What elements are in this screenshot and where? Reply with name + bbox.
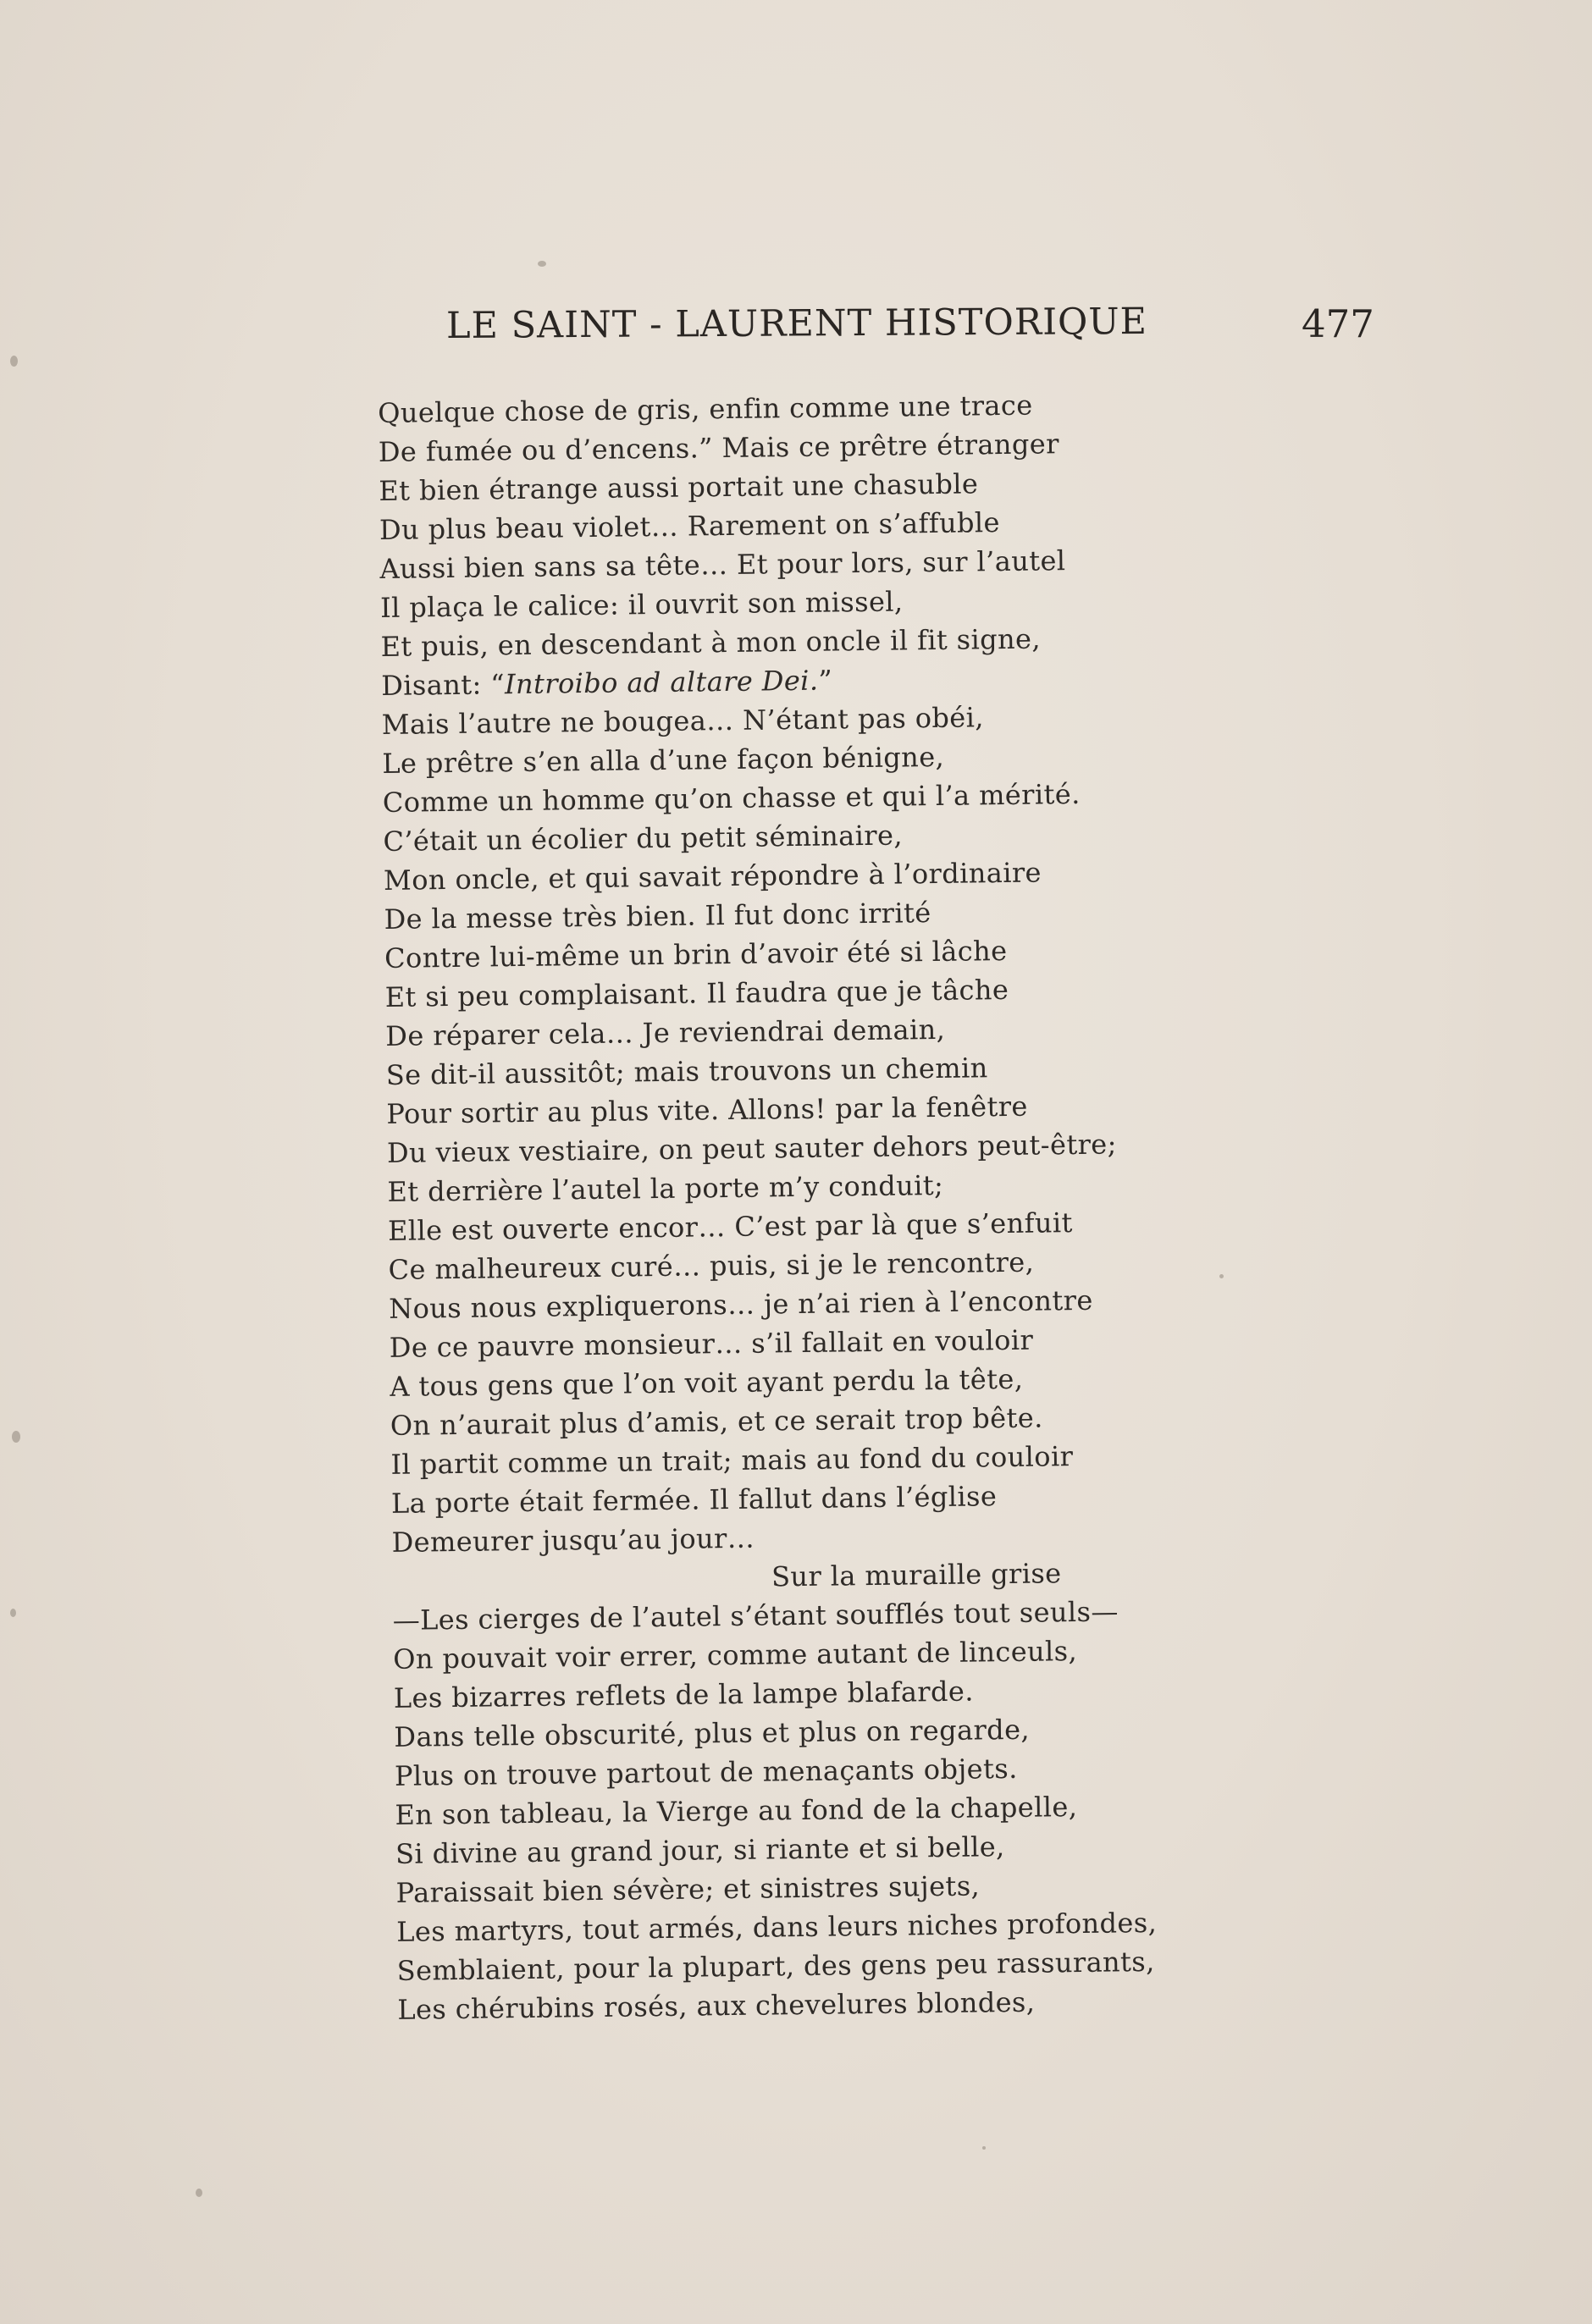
verse-line: Le prêtre s’en alla d’une façon bénigne,: [382, 740, 945, 780]
verse-line: A tous gens que l’on voit ayant perdu la tête,: [390, 1362, 1024, 1403]
verse-line: Du plus beau violet… Rarement on s’affuble: [379, 506, 1001, 546]
verse-line: Mais l’autre ne bougea… N’étant pas obéi,: [381, 701, 985, 741]
paper-speck: [12, 1431, 20, 1443]
verse-line: Plus on trouve partout de menaçants objets.: [394, 1752, 1018, 1792]
verse-line: Elle est ouverte encor… C’est par là que s’enfuit: [387, 1206, 1074, 1247]
poem-text: [378, 384, 1245, 2029]
verse-line: —Les cierges de l’autel s’étant soufflés tout seuls—: [392, 1595, 1119, 1637]
verse-line: De ce pauvre monsieur… s’il fallait en vouloir: [389, 1323, 1034, 1364]
verse-line: Ce malheureux curé… puis, si je le rencontre,: [388, 1245, 1035, 1286]
verse-line: Les chérubins rosés, aux chevelures blondes,: [397, 1985, 1036, 2026]
verse-line: Nous nous expliquerons… je n’ai rien à l’encontre: [388, 1283, 1093, 1325]
verse-line: Du vieux vestiaire, on peut sauter dehors peut-être;: [386, 1128, 1118, 1169]
verse-line: Mon oncle, et qui savait répondre à l’ordinaire: [383, 856, 1042, 897]
paper-speck: [1219, 1274, 1224, 1278]
verse-line: Et puis, en descendant à mon oncle il fit signe,: [380, 622, 1042, 663]
page-number: 477: [1302, 301, 1374, 346]
verse-line: Dans telle obscurité, plus et plus on regarde,: [394, 1713, 1031, 1753]
verse-line: Disant: “Introibo ad altare Dei.”: [380, 664, 833, 702]
paper-speck: [10, 1609, 16, 1617]
verse-line: De la messe très bien. Il fut donc irrité: [384, 897, 931, 936]
paper-speck: [538, 261, 546, 267]
verse-line: Les martyrs, tout armés, dans leurs niches profondes,: [395, 1906, 1158, 1948]
verse-line: C’était un écolier du petit séminaire,: [383, 819, 904, 858]
verse-line: De fumée ou d’encens.” Mais ce prêtre étranger: [378, 428, 1060, 468]
verse-line: Il partit comme un trait; mais au fond du couloir: [390, 1440, 1074, 1481]
verse-line: En son tableau, la Vierge au fond de la chapelle,: [395, 1791, 1078, 1831]
verse-line: Quelque chose de gris, enfin comme une trace: [378, 389, 1033, 429]
verse-line: Et si peu complaisant. Il faudra que je tâche: [384, 973, 1009, 1013]
verse-line: On pouvait voir errer, comme autant de linceuls,: [393, 1635, 1078, 1675]
verse-line: Comme un homme qu’on chasse et qui l’a mérité.: [382, 777, 1081, 819]
verse-line: Si divine au grand jour, si riante et si belle,: [395, 1830, 1005, 1870]
paper-speck: [982, 2146, 986, 2150]
verse-line: Et bien étrange aussi portait une chasuble: [379, 467, 979, 507]
verse-line: Contre lui-même un brin d’avoir été si lâche: [384, 934, 1008, 974]
verse-line: De réparer cela… Je reviendrai demain,: [385, 1013, 946, 1052]
line-indent: [392, 1586, 771, 1590]
verse-line: La porte était fermée. Il fallut dans l’église: [390, 1480, 998, 1520]
verse-line: Et derrière l’autel la porte m’y conduit;: [387, 1168, 944, 1208]
verse-line: Les bizarres reflets de la lampe blafarde.: [393, 1675, 975, 1714]
verse-line: On n’aurait plus d’amis, et ce serait trop bête.: [390, 1401, 1043, 1442]
verse-line: Paraissait bien sévère; et sinistres sujets,: [395, 1869, 981, 1909]
latin-phrase: Introibo ad altare Dei.: [504, 664, 819, 701]
verse-line: Demeurer jusqu’au jour…: [391, 1521, 755, 1559]
paper-speck: [196, 2189, 202, 2197]
verse-line: Sur la muraille grise: [392, 1552, 1239, 1601]
verse-line: Aussi bien sans sa tête… Et pour lors, sur l’autel: [379, 544, 1066, 585]
verse-line: Il plaça le calice: il ouvrit son missel,: [379, 585, 904, 624]
paper-speck: [10, 356, 18, 367]
verse-line: Pour sortir au plus vite. Allons! par la fenêtre: [386, 1090, 1028, 1130]
verse-line: Se dit-il aussitôt; mais trouvons un chemin: [385, 1052, 988, 1091]
verse-line: Semblaient, pour la plupart, des gens peu rassurants,: [396, 1945, 1155, 1987]
running-title: LE SAINT - LAURENT HISTORIQUE: [445, 300, 1148, 347]
